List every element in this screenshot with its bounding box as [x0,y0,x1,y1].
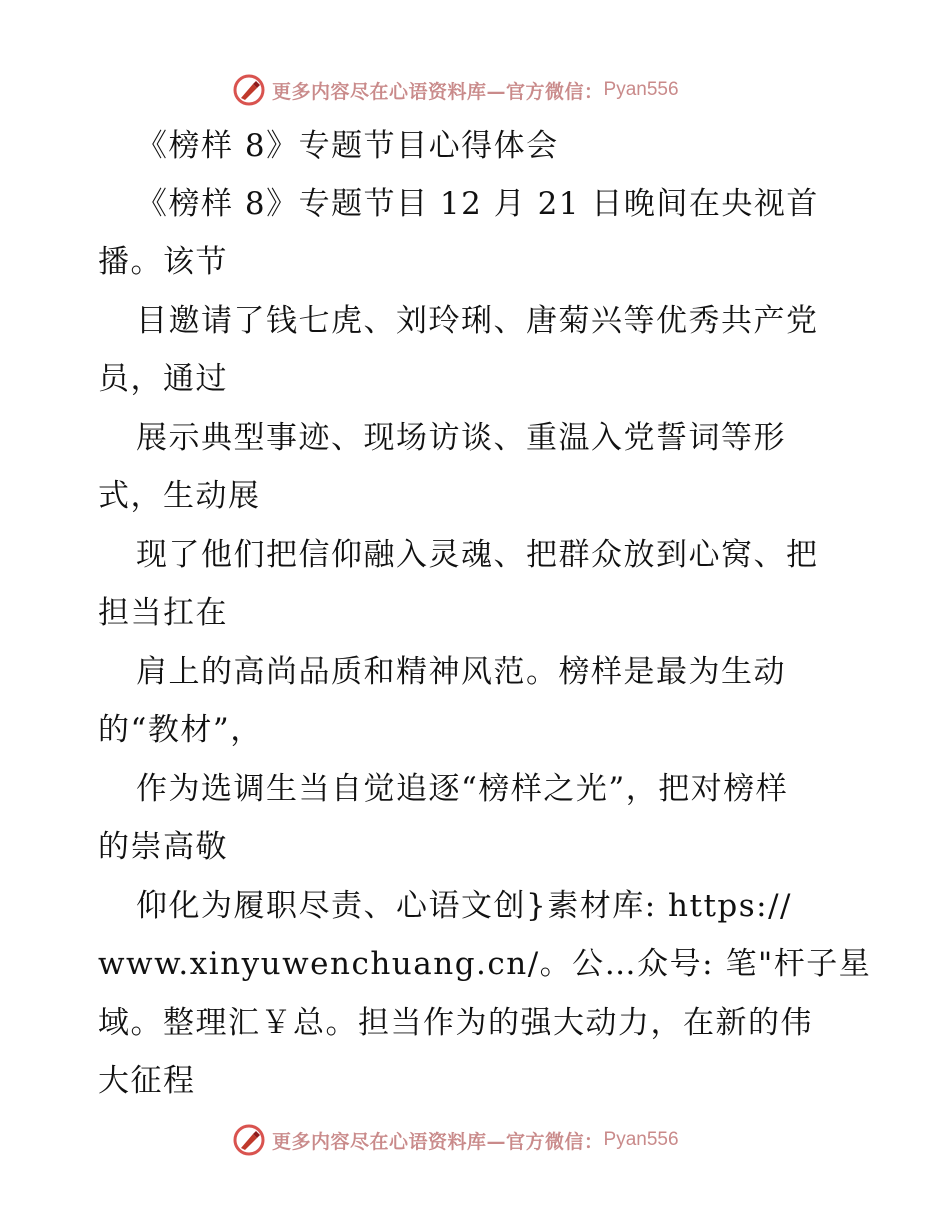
paragraph-line: 肩上的高尚品质和精神风范。榜样是最为生动 [136,654,786,690]
paragraph-line: 展示典型事迹、现场访谈、重温入党誓词等形 [136,420,786,456]
paragraph-line: 式，生动展 [98,478,261,514]
paragraph-line: 大征程 [98,1063,196,1099]
paragraph-line: 担当扛在 [98,595,228,631]
paragraph-line: 作为选调生当自觉追逐“榜样之光”，把对榜样 [136,771,789,807]
banner-wechat-id: Pyan556 [603,79,679,100]
paragraph-line: 播。该节 [98,244,228,280]
paragraph-line: 仰化为履职尽责、心语文创}素材库: https:// [136,888,792,924]
pen-logo-icon [232,1123,266,1157]
paragraph-line: www.xinyuwenchuang.cn/。公…众号: 笔"杆子星 [98,946,872,982]
paragraph-line: 目邀请了钱七虎、刘玲琍、唐菊兴等优秀共产党 [136,303,819,339]
paragraph-line: 域。整理汇￥总。担当作为的强大动力，在新的伟 [98,1005,813,1041]
paragraph-line: 现了他们把信仰融入灵魂、把群众放到心窝、把 [136,537,819,573]
paragraph-line: 的“教材”， [98,712,263,748]
document-title: 《榜样 8》专题节目心得体会 [136,128,559,164]
banner-text: 更多内容尽在心语资料库—官方微信： [272,80,604,103]
banner-text: 更多内容尽在心语资料库—官方微信： [272,1130,604,1153]
footer-banner [232,1120,712,1160]
paragraph-line: 《榜样 8》专题节目 12 月 21 日晚间在央视首 [136,186,819,222]
paragraph-line: 员，通过 [98,361,228,397]
banner-wechat-id: Pyan556 [603,1129,679,1150]
paragraph-line: 的崇高敬 [98,829,228,865]
